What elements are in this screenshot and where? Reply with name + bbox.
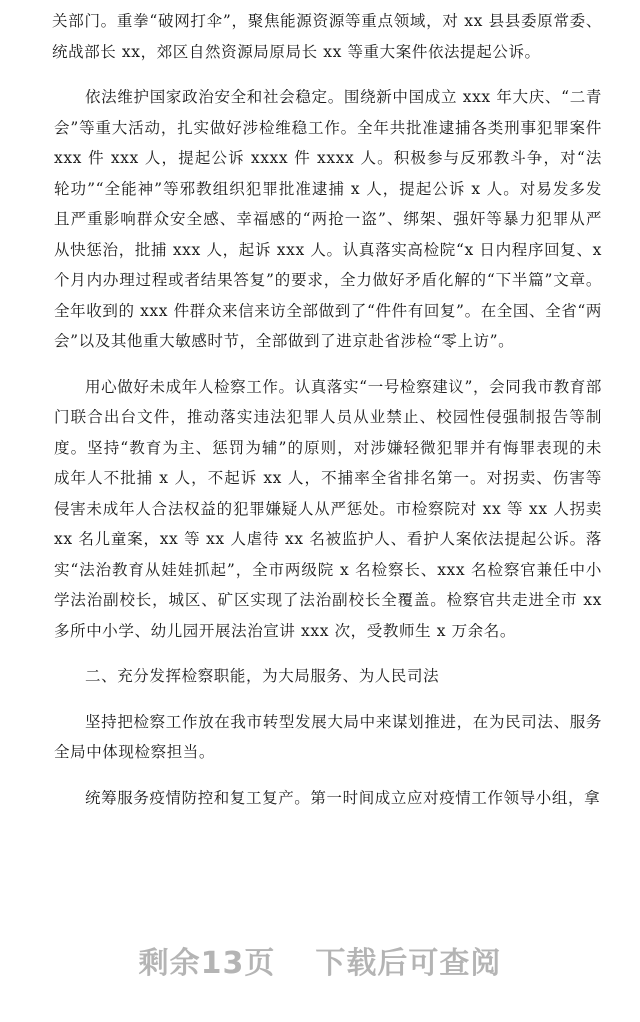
paragraph-juvenile-procuratorate: 用心做好未成年人检察工作。认真落实“一号检察建议”，会同我市教育部门联合出台文件，推动落实违法犯罪人员从业禁止、校园性侵强制报告等制度。坚持“教育为主、惩罚为辅”的原则，对涉嫌轻微犯罪并有悔罪表现的未成年人不批捕 x 人，不起诉 xx 人，不捕率全省排名第一。对拐卖、伤害等侵害未成年人合法权益的犯罪嫌疑人从严惩处。市检察院对 xx 等 xx 人拐卖 xx 名儿童案，xx 等 xx 人虐待 xx 名被监护人、看护人案依法提起公诉。落实“法治教育从娃娃抓起”，全市两级院 x 名检察长、xxx 名检察官兼任中小学法治副校长，城区、矿区实现了法治副校长全覆盖。检察官共走进全市 xx 多所中小学、幼儿园开展法治宣讲 xxx 次，受教师生 x 万余名。	[54, 377, 602, 640]
paragraph-overall-development: 坚持把检察工作放在我市转型发展大局中来谋划推进，在为民司法、服务全局中体现检察担当。	[54, 712, 602, 761]
paragraph-political-security: 依法维护国家政治安全和社会稳定。围绕新中国成立 xxx 年大庆、“二青会”等重大活动，扎实做好涉检维稳工作。全年共批准逮捕各类刑事犯罪案件 xxx 件 xxx 人，提起公诉 xxxx 件 xxxx 人。积极参与反邪教斗争，对“法轮功”“全能神”等邪教组织犯罪批准逮捕 x 人，提起公诉 x 人。对易发多发且严重影响群众安全感、幸福感的“两抢一盗”、绑架、强奸等暴力犯罪从严从快惩治，批捕 xxx 人，起诉 xxx 人。认真落实高检院“x 日内程序回复、x 个月内办理过程或者结果答复”的要求，全力做好矛盾化解的“下半篇”文章。全年收到的 xxx 件群众来信来访全部做到了“件件有回复”。在全国、全省“两会”以及其他重大敏感时节，全部做到了进京赴省涉检“零上访”。	[54, 88, 602, 350]
paragraph-epidemic-prevention: 统筹服务疫情防控和复工复产。第一时间成立应对疫情工作领导小组，拿	[85, 788, 601, 807]
paragraph-continuation: 关部门。重拳“破网打伞”，聚焦能源资源等重点领域，对 xx 县县委原常委、统战部长 xx，郊区自然资源局原局长 xx 等重大案件依法提起公诉。	[52, 12, 602, 61]
download-prompt-label[interactable]: 下载后可查阅	[315, 946, 502, 981]
remaining-pages-label: 剩余13页	[138, 946, 276, 981]
download-banner[interactable]	[0, 938, 640, 982]
section-heading: 二、充分发挥检察职能，为大局服务、为人民司法	[85, 667, 440, 685]
